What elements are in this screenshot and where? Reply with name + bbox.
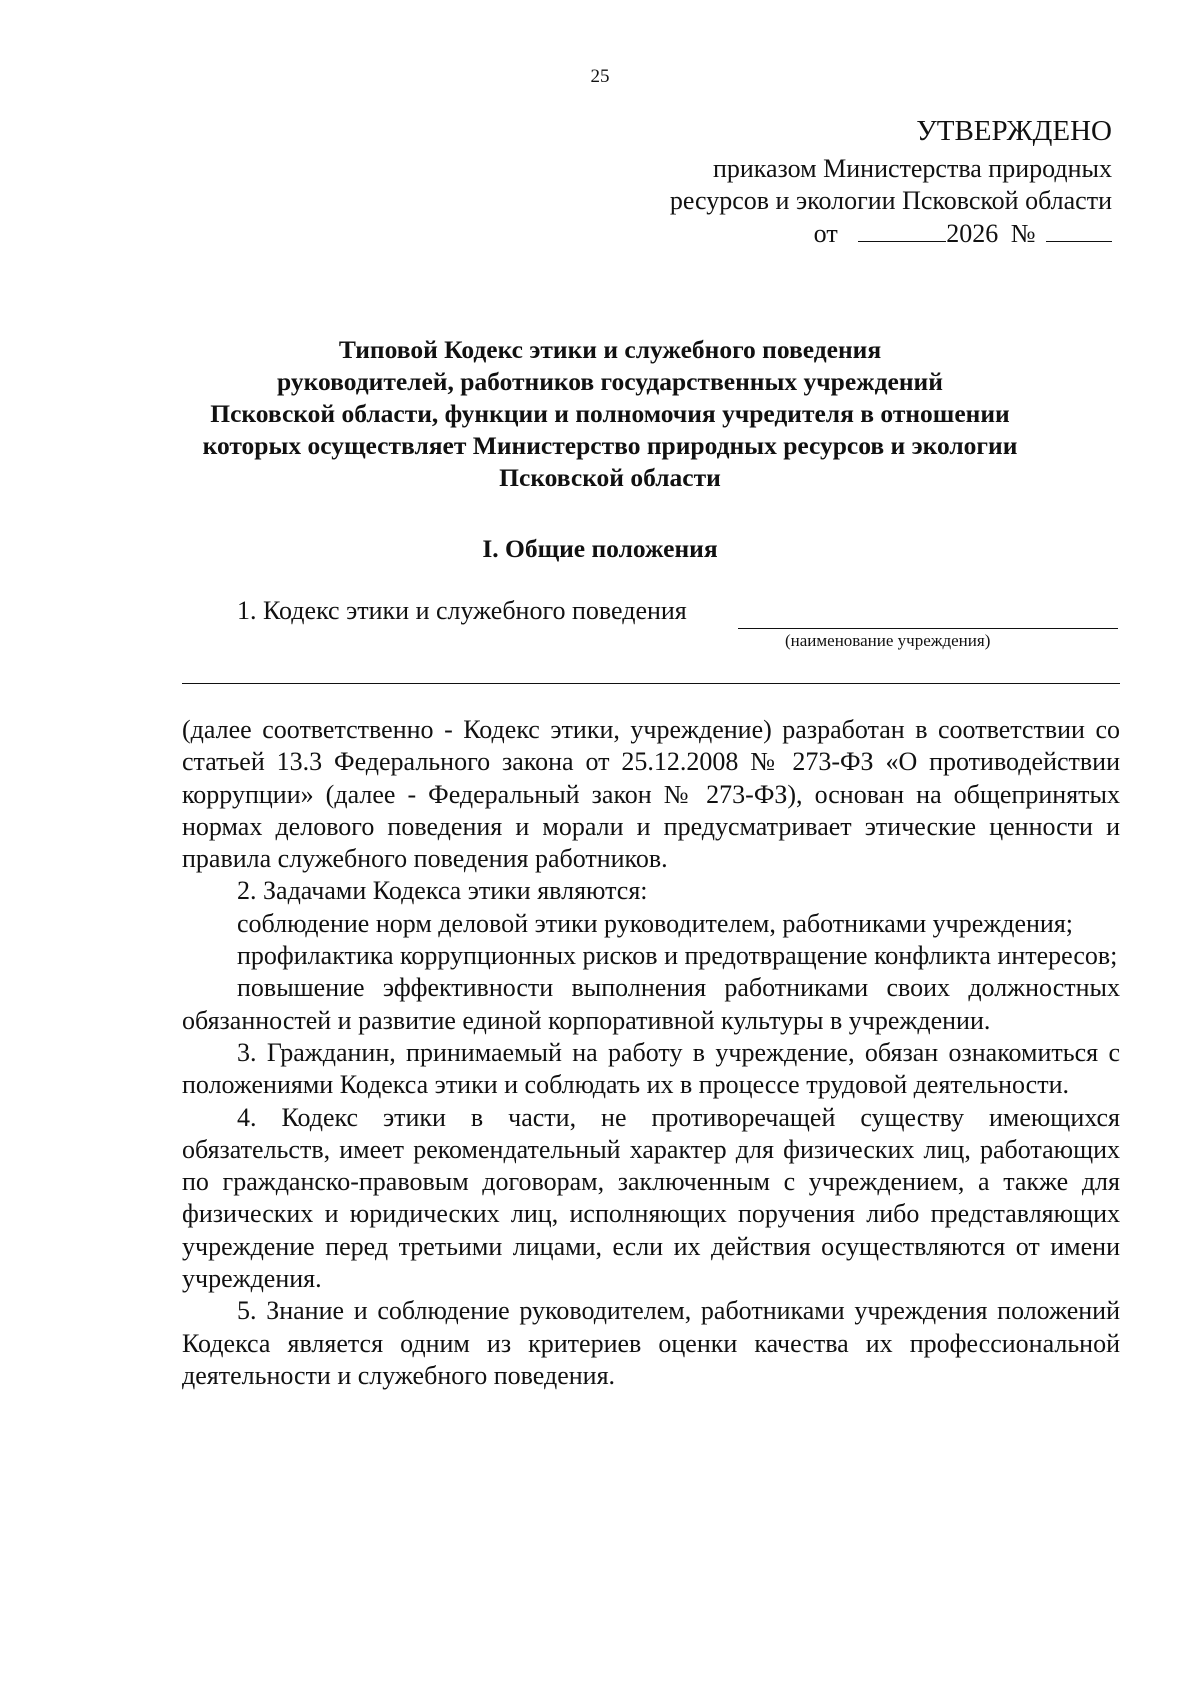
- approval-ministry-line: ресурсов и экологии Псковской области: [669, 186, 1112, 215]
- paragraph-4: 4. Кодекс этики в части, не противоречащей существу имеющихся обязательств, имеет рекомендательный характер для физических лиц, работающих по гражданско-правовым договорам, заключенным с учреждением, а также для физических и юридических лиц, исполняющих поручения либо представляющих учреждение перед третьими лицами, если их действия осуществляются от имени учреждения.: [182, 1102, 1120, 1294]
- document-title: [150, 334, 1070, 494]
- title-line-1: Типовой Кодекс этики и служебного поведения: [338, 335, 882, 364]
- document-body: [182, 714, 1120, 1392]
- number-blank: [1046, 217, 1112, 242]
- title-line-2: руководителей, работников государственных учреждений: [277, 367, 943, 396]
- approval-order-line: приказом Министерства природных: [712, 154, 1112, 183]
- approval-stamp-word: УТВЕРЖДЕНО: [916, 115, 1112, 147]
- task-item: профилактика коррупционных рисков и предотвращение конфликта интересов;: [237, 941, 1118, 971]
- institution-name-blank: [738, 628, 1118, 629]
- title-line-3: Псковской области, функции и полномочия учредителя в отношении: [210, 399, 1010, 428]
- paragraph-2-lead: 2. Задачами Кодекса этики являются:: [237, 876, 648, 906]
- approval-number-sign: №: [1010, 219, 1036, 248]
- paragraph-1-continuation: (далее соответственно - Кодекс этики, учреждение) разработан в соответствии со статьей 13.3 Федерального закона от 25.12.2008 № 273-ФЗ «О противодействии коррупции» (далее - Федеральный закон № 273-ФЗ), основан на общепринятых нормах делового поведения и морали и предусматривает этические ценности и правила служебного поведения работников.: [182, 715, 1120, 874]
- approval-year: 2026: [946, 219, 999, 248]
- task-item: повышение эффективности выполнения работниками своих должностных обязанностей и развитие единой корпоративной культуры в учреждении.: [182, 973, 1120, 1035]
- institution-name-caption: (наименование учреждения): [785, 631, 991, 650]
- task-item: соблюдение норм деловой этики руководителем, работниками учреждения;: [237, 908, 1073, 938]
- date-blank: [858, 217, 946, 242]
- page-number: 25: [590, 66, 610, 87]
- title-line-4: которых осуществляет Министерство природных ресурсов и экологии: [202, 431, 1018, 460]
- approval-date-prefix: от: [813, 219, 838, 248]
- paragraph-5: 5. Знание и соблюдение руководителем, работниками учреждения положений Кодекса является одним из критериев оценки качества их профессиональной деятельности и служебного поведения.: [182, 1296, 1120, 1390]
- paragraph-3: 3. Гражданин, принимаемый на работу в учреждение, обязан ознакомиться с положениями Кодекса этики и соблюдать их в процессе трудовой деятельности.: [182, 1037, 1120, 1100]
- approval-block: [472, 113, 1112, 250]
- paragraph-1-lead: 1. Кодекс этики и служебного поведения: [237, 596, 687, 625]
- institution-name-blank-continued: [182, 683, 1120, 684]
- approval-date-line: [472, 217, 1112, 250]
- section-heading: I. Общие положения: [482, 534, 718, 563]
- title-line-5: Псковской области: [499, 463, 721, 492]
